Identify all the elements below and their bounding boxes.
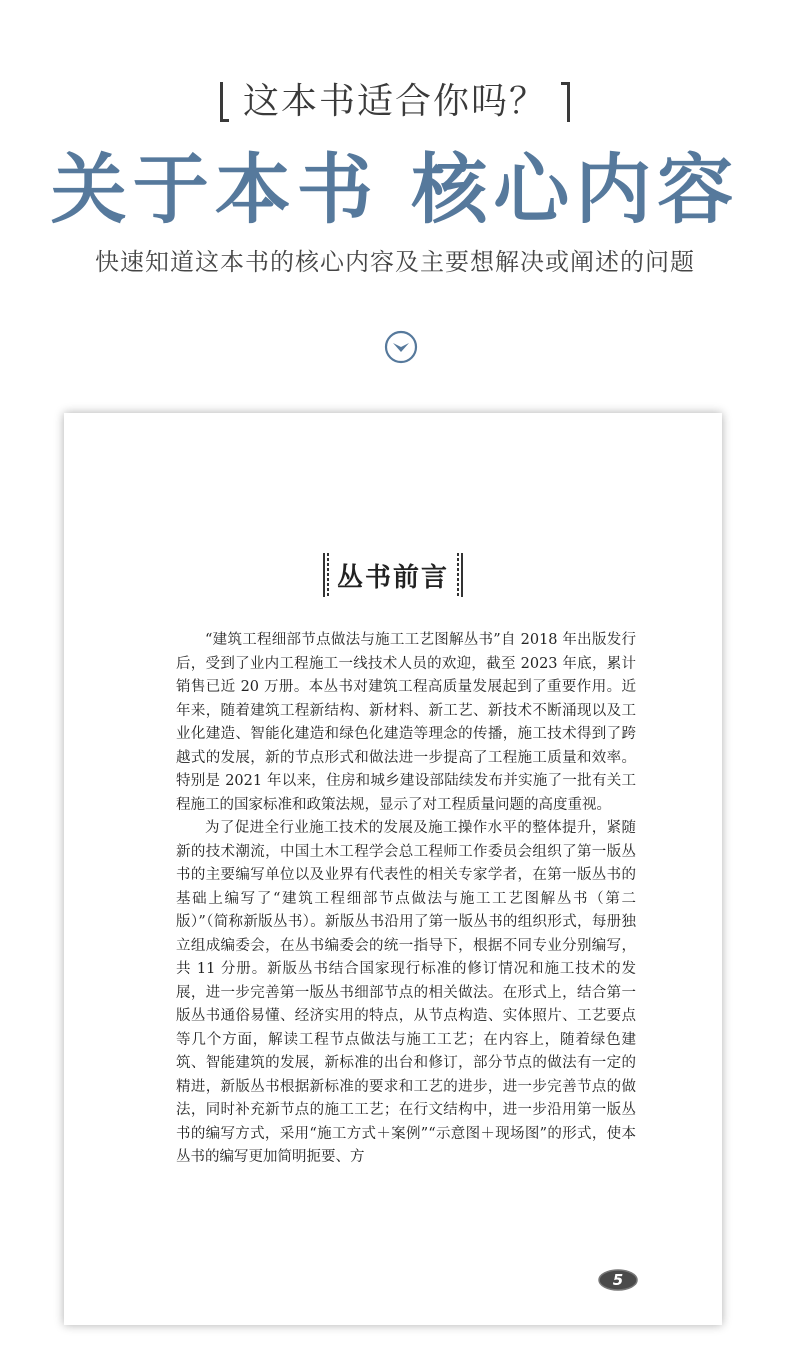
section-heading-text: 丛书前言 xyxy=(336,562,449,593)
page-number-text: 5 xyxy=(612,1271,624,1289)
right-bracket-decoration xyxy=(561,82,573,122)
page-title: 关于本书 核心内容 xyxy=(50,145,740,234)
section-heading xyxy=(64,553,722,597)
paragraph: 为了促进全行业施工技术的发展及施工操作水平的整体提升，紧随新的技术潮流，中国土木工程学会总工程师工作委员会组织了第一版丛书的主要编写单位以及业界有代表性的相关专家学者，在第一版丛书的基础上编写了“建筑工程细部节点做法与施工工艺图解丛书（第二版）”（简称新版丛书）。新版丛书沿用了第一版丛书的组织形式，每册独立组成编委会，在丛书编委会的统一指导下，根据不同专业分别编写，共 11 分册。新版丛书结合国家现行标准的修订情况和施工技术的发展，进一步完善第一版丛书细部节点的相关做法。在形式上，结合第一版丛书通俗易懂、经济实用的特点，从节点构造、实体照片、工艺要点等几个方面，解读工程节点做法与施工工艺；在内容上，随着绿色建筑、智能建筑的发展，新标准的出台和修订，部分节点的做法有一定的精进，新版丛书根据新标准的要求和工艺的进步，进一步完善节点的做法，同时补充新节点的施工工艺；在行文结构中，进一步沿用第一版丛书的编写方式，采用“施工方式＋案例”“示意图＋现场图”的形式，使本丛书的编写更加简明扼要、方 xyxy=(176,820,636,1165)
page-subtitle: 快速知道这本书的核心内容及主要想解决或阐述的问题 xyxy=(95,248,695,276)
book-page xyxy=(64,413,722,1325)
page-number xyxy=(598,1268,638,1292)
chevron-down-circle-icon xyxy=(384,330,418,364)
heading-right-bars xyxy=(457,553,463,597)
tagline xyxy=(0,78,790,126)
left-bracket-decoration xyxy=(217,82,229,122)
heading-left-bars xyxy=(323,553,329,597)
paragraph: “建筑工程细部节点做法与施工工艺图解丛书”自 2018 年出版发行后，受到了业内工程施工一线技术人员的欢迎，截至 2023 年底，累计销售已近 20 万册。本丛书对建筑工程高质量发展起到了重要作用。近年来，随着建筑工程新结构、新材料、新工艺、新技术不断涌现以及工业化建造、智能化建造和绿色化建造等理念的传播，施工技术得到了跨越式的发展，新的节点形式和做法进一步提高了工程施工质量和效率。特别是 2021 年以来，住房和城乡建设部陆续发布并实施了一批有关工程施工的国家标准和政策法规，显示了对工程质量问题的高度重视。 xyxy=(176,632,636,813)
tagline-text: 这本书适合你吗？ xyxy=(242,81,547,122)
preface-body xyxy=(176,629,636,1170)
